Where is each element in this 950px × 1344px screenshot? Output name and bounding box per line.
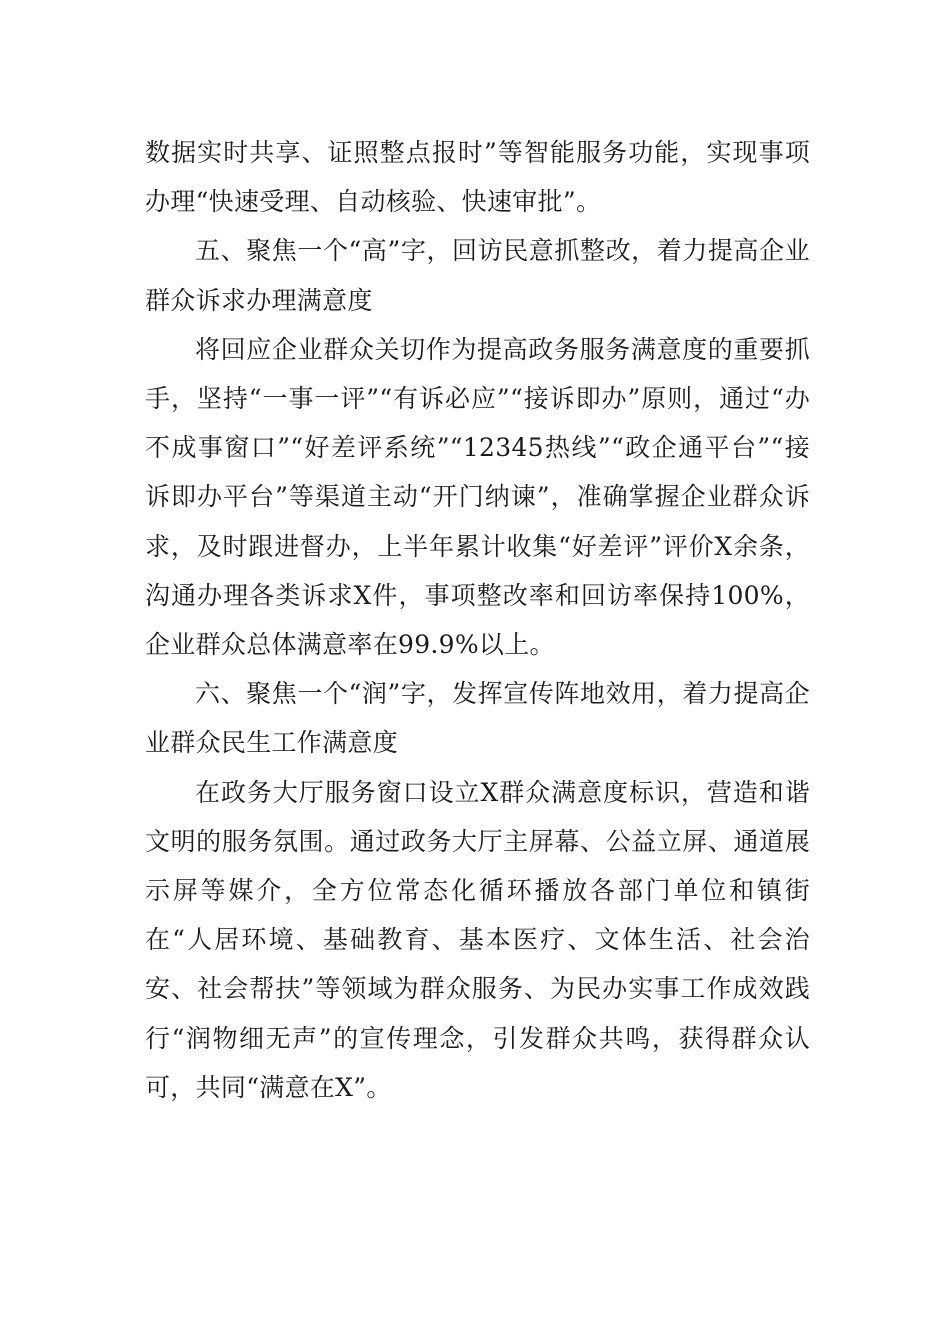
section-heading-five: 五、聚焦一个“高”字，回访民意抓整改，着力提高企业群众诉求办理满意度 bbox=[145, 236, 810, 315]
paragraph-feedback: 将回应企业群众关切作为提高政务服务满意度的重要抓手，坚持“一事一评”“有诉必应”“接诉即办”原则，通过“办不成事窗口”“好差评系统”“12345热线”“政企通平台”“接诉即办平台”等渠道主动“开门纳谏”，准确掌握企业群众诉求，及时跟进督办，上半年累计收集“好差评”评价X余条，沟通办理各类诉求X件，事项整改率和回访率保持100%，企业群众总体满意率在99.9%以上。 bbox=[145, 334, 810, 660]
section-heading-six: 六、聚焦一个“润”字，发挥宣传阵地效用，着力提高企业群众民生工作满意度 bbox=[145, 679, 810, 758]
paragraph-publicity: 在政务大厅服务窗口设立X群众满意度标识，营造和谐文明的服务氛围。通过政务大厅主屏幕、公益立屏、通道展示屏等媒介，全方位常态化循环播放各部门单位和镇街在“人居环境、基础教育、基本医疗、文体生活、社会治安、社会帮扶”等领域为群众服务、为民办实事工作成效践行“润物细无声”的宣传理念，引发群众共鸣，获得群众认可，共同“满意在X”。 bbox=[145, 777, 810, 1102]
paragraph-continuation: 数据实时共享、证照整点报时”等智能服务功能，实现事项办理“快速受理、自动核验、快速审批”。 bbox=[145, 138, 810, 217]
document-page bbox=[145, 128, 810, 1112]
